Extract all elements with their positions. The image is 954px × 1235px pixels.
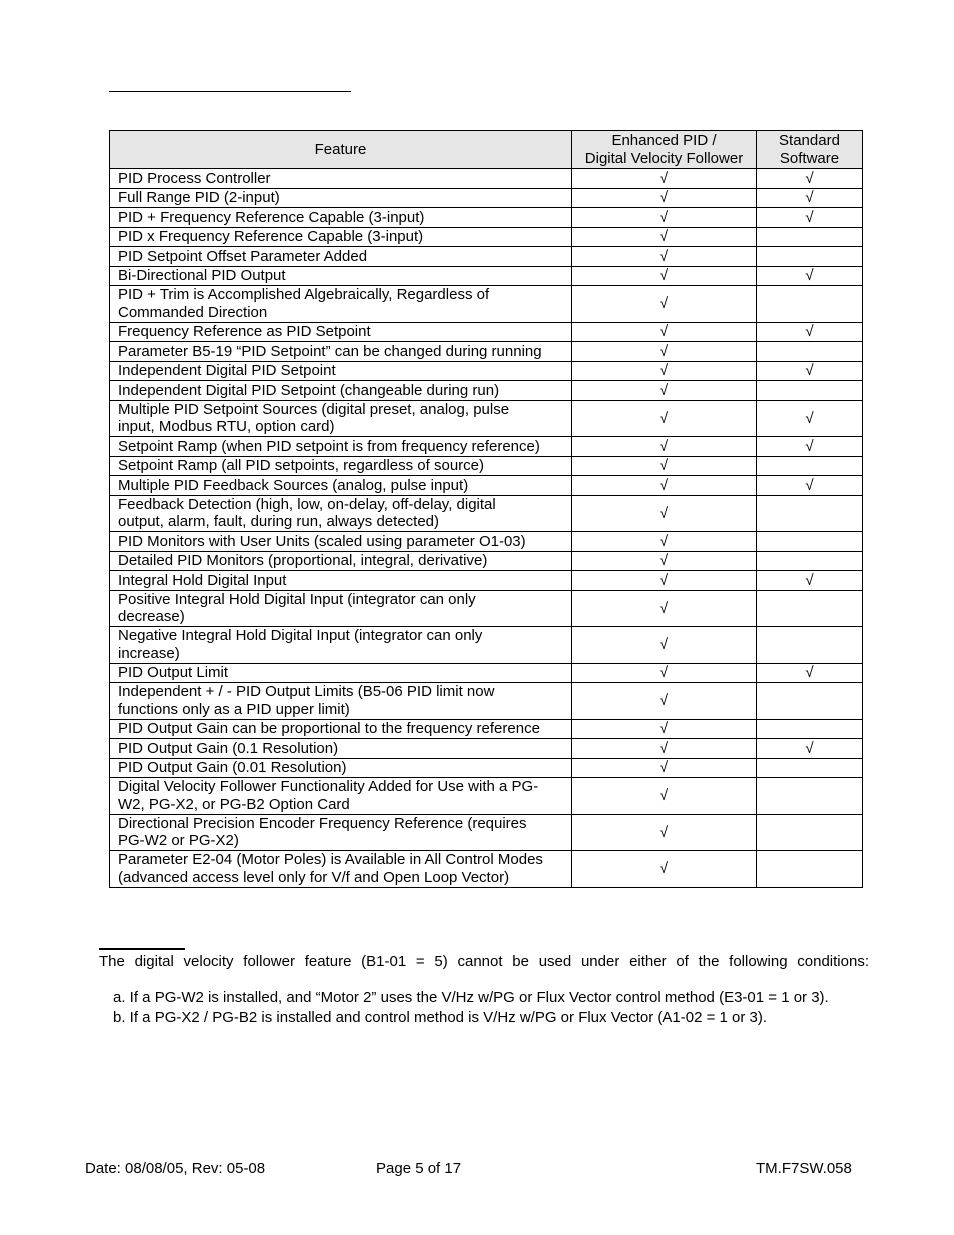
table-row xyxy=(110,551,863,571)
standard-check-cell xyxy=(757,495,863,532)
standard-check-cell xyxy=(757,286,863,323)
standard-check-cell xyxy=(757,719,863,739)
feature-text-line: Commanded Direction xyxy=(118,303,268,321)
check-mark-icon: √ xyxy=(659,323,669,340)
note-underline xyxy=(99,948,185,950)
enhanced-check-cell xyxy=(572,456,757,476)
table-row xyxy=(110,590,863,627)
standard-check-cell xyxy=(757,188,863,208)
feature-text-line: Independent Digital PID Setpoint xyxy=(118,362,336,379)
feature-cell xyxy=(110,266,572,286)
feature-cell xyxy=(110,532,572,552)
feature-text-line: PID Output Limit xyxy=(118,664,229,681)
standard-check-cell xyxy=(757,456,863,476)
feature-text-line: Multiple PID Setpoint Sources (digital preset, analog, pulse xyxy=(118,400,510,418)
enhanced-check-cell xyxy=(572,286,757,323)
standard-check-cell xyxy=(757,437,863,457)
check-mark-icon: √ xyxy=(659,552,669,569)
standard-check-cell xyxy=(757,627,863,664)
feature-text-line: increase) xyxy=(118,644,180,662)
feature-cell xyxy=(110,208,572,228)
feature-text-line: Setpoint Ramp (when PID setpoint is from frequency reference) xyxy=(118,437,540,455)
check-mark-icon: √ xyxy=(659,437,669,455)
feature-cell xyxy=(110,476,572,496)
feature-text-line: Parameter B5-19 “PID Setpoint” can be changed during running xyxy=(118,342,542,360)
check-mark-icon: √ xyxy=(659,247,669,265)
table-row xyxy=(110,851,863,888)
standard-check-cell xyxy=(757,590,863,627)
enhanced-check-cell xyxy=(572,322,757,342)
feature-cell xyxy=(110,169,572,189)
standard-check-cell xyxy=(757,739,863,759)
feature-text-line: Integral Hold Digital Input xyxy=(118,571,287,589)
standard-check-cell xyxy=(757,532,863,552)
feature-text-line: PID + Frequency Reference Capable (3-input) xyxy=(118,208,425,226)
enhanced-check-cell xyxy=(572,739,757,759)
header-enhanced-line-1: Enhanced PID / xyxy=(611,132,717,149)
check-mark-icon: √ xyxy=(805,664,814,681)
condition-a: a. If a PG-W2 is installed, and “Motor 2” uses the V/Hz w/PG or Flux Vector control method (E3-01 = 1 or 3). xyxy=(113,989,829,1006)
check-mark-icon: √ xyxy=(805,362,814,379)
feature-text-line: Frequency Reference as PID Setpoint xyxy=(118,323,371,340)
check-mark-icon: √ xyxy=(805,208,814,226)
check-mark-icon: √ xyxy=(659,692,669,709)
check-mark-icon: √ xyxy=(659,476,669,494)
feature-cell xyxy=(110,719,572,739)
feature-cell xyxy=(110,590,572,627)
standard-check-cell xyxy=(757,361,863,381)
enhanced-check-cell xyxy=(572,663,757,683)
enhanced-check-cell xyxy=(572,590,757,627)
feature-cell xyxy=(110,286,572,323)
standard-check-cell xyxy=(757,814,863,851)
check-mark-icon: √ xyxy=(659,409,669,427)
table-row xyxy=(110,266,863,286)
check-mark-icon: √ xyxy=(659,457,669,474)
feature-text-line: PG-W2 or PG-X2) xyxy=(118,832,239,850)
enhanced-check-cell xyxy=(572,758,757,778)
table-row xyxy=(110,188,863,208)
check-mark-icon: √ xyxy=(805,189,814,206)
table-row xyxy=(110,495,863,532)
table-row xyxy=(110,286,863,323)
check-mark-icon: √ xyxy=(659,599,669,617)
enhanced-check-cell xyxy=(572,437,757,457)
check-mark-icon: √ xyxy=(659,189,669,206)
feature-cell xyxy=(110,627,572,664)
table-row xyxy=(110,571,863,591)
check-mark-icon: √ xyxy=(805,267,814,284)
header-standard-line-1: Standard xyxy=(779,132,840,149)
footer-doc-id: TM.F7SW.058 xyxy=(756,1160,852,1177)
feature-text-line: input, Modbus RTU, option card) xyxy=(118,418,335,436)
check-mark-icon: √ xyxy=(805,169,814,187)
enhanced-check-cell xyxy=(572,342,757,362)
check-mark-icon: √ xyxy=(659,787,669,804)
feature-text-line: PID Output Gain can be proportional to the frequency reference xyxy=(118,720,540,737)
feature-text-line: Multiple PID Feedback Sources (analog, pulse input) xyxy=(118,476,469,494)
table-row xyxy=(110,719,863,739)
feature-cell xyxy=(110,851,572,888)
standard-check-cell xyxy=(757,851,863,888)
check-mark-icon: √ xyxy=(659,532,669,550)
check-mark-icon: √ xyxy=(659,228,669,245)
table-body xyxy=(110,169,863,888)
footer-date-rev: Date: 08/08/05, Rev: 05-08 xyxy=(85,1160,266,1177)
table-row xyxy=(110,381,863,401)
standard-check-cell xyxy=(757,247,863,267)
feature-cell xyxy=(110,322,572,342)
check-mark-icon: √ xyxy=(805,571,814,589)
check-mark-icon: √ xyxy=(659,295,669,312)
header-enhanced-line-2: Digital Velocity Follower xyxy=(584,149,744,167)
standard-check-cell xyxy=(757,683,863,720)
feature-text-line: Bi-Directional PID Output xyxy=(118,267,286,284)
table-row xyxy=(110,361,863,381)
footer-page-number: Page 5 of 17 xyxy=(376,1160,462,1177)
feature-text-line: Parameter E2-04 (Motor Poles) is Available in All Control Modes xyxy=(118,851,543,869)
feature-cell xyxy=(110,814,572,851)
heading-underline xyxy=(109,91,351,92)
standard-check-cell xyxy=(757,778,863,815)
feature-text-line: Detailed PID Monitors (proportional, integral, derivative) xyxy=(118,552,488,569)
check-mark-icon: √ xyxy=(659,636,669,653)
table-row xyxy=(110,739,863,759)
enhanced-check-cell xyxy=(572,361,757,381)
feature-cell xyxy=(110,683,572,720)
table-row xyxy=(110,456,863,476)
enhanced-check-cell xyxy=(572,683,757,720)
standard-check-cell xyxy=(757,400,863,437)
enhanced-check-cell xyxy=(572,247,757,267)
standard-check-cell xyxy=(757,208,863,228)
table-row xyxy=(110,778,863,815)
check-mark-icon: √ xyxy=(659,664,669,681)
standard-check-cell xyxy=(757,551,863,571)
check-mark-icon: √ xyxy=(805,437,814,455)
enhanced-check-cell xyxy=(572,476,757,496)
table-row xyxy=(110,247,863,267)
table-row xyxy=(110,476,863,496)
standard-check-cell xyxy=(757,476,863,496)
check-mark-icon: √ xyxy=(659,208,669,226)
feature-text-line: PID Monitors with User Units (scaled using parameter O1-03) xyxy=(118,532,526,550)
table-row xyxy=(110,342,863,362)
header-enhanced xyxy=(572,131,757,169)
feature-cell xyxy=(110,758,572,778)
feature-cell xyxy=(110,342,572,362)
check-mark-icon: √ xyxy=(659,362,669,379)
check-mark-icon: √ xyxy=(659,823,669,841)
feature-cell xyxy=(110,739,572,759)
feature-cell xyxy=(110,400,572,437)
feature-text-line: (advanced access level only for V/f and Open Loop Vector) xyxy=(118,868,510,886)
check-mark-icon: √ xyxy=(659,860,669,877)
feature-cell xyxy=(110,551,572,571)
feature-cell xyxy=(110,778,572,815)
note-text: The digital velocity follower feature (B1-01 = 5) cannot be used under either of the following conditions: xyxy=(99,953,869,970)
standard-check-cell xyxy=(757,571,863,591)
standard-check-cell xyxy=(757,663,863,683)
feature-text-line: PID Output Gain (0.01 Resolution) xyxy=(118,759,347,776)
feature-cell xyxy=(110,437,572,457)
feature-text-line: PID Process Controller xyxy=(118,169,271,187)
feature-cell xyxy=(110,227,572,247)
enhanced-check-cell xyxy=(572,778,757,815)
feature-text-line: W2, PG-X2, or PG-B2 Option Card xyxy=(118,795,350,813)
table-row xyxy=(110,437,863,457)
feature-comparison-table xyxy=(109,130,863,888)
feature-text-line: Positive Integral Hold Digital Input (integrator can only xyxy=(118,590,476,608)
feature-text-line: decrease) xyxy=(118,608,185,626)
enhanced-check-cell xyxy=(572,571,757,591)
enhanced-check-cell xyxy=(572,227,757,247)
feature-text-line: PID x Frequency Reference Capable (3-input) xyxy=(118,228,424,245)
feature-cell xyxy=(110,361,572,381)
feature-text-line: Feedback Detection (high, low, on-delay, off-delay, digital xyxy=(118,495,496,513)
feature-cell xyxy=(110,188,572,208)
feature-cell xyxy=(110,247,572,267)
enhanced-check-cell xyxy=(572,208,757,228)
feature-cell xyxy=(110,495,572,532)
standard-check-cell xyxy=(757,381,863,401)
standard-check-cell xyxy=(757,169,863,189)
enhanced-check-cell xyxy=(572,188,757,208)
feature-cell xyxy=(110,571,572,591)
condition-b: b. If a PG-X2 / PG-B2 is installed and control method is V/Hz w/PG or Flux Vector (A1-02 = 1 or 3). xyxy=(113,1009,768,1026)
check-mark-icon: √ xyxy=(659,342,669,360)
standard-check-cell xyxy=(757,266,863,286)
header-standard-line-2: Software xyxy=(779,149,840,167)
check-mark-icon: √ xyxy=(805,323,814,340)
feature-cell xyxy=(110,456,572,476)
enhanced-check-cell xyxy=(572,381,757,401)
feature-text-line: output, alarm, fault, during run, always detected) xyxy=(118,513,440,531)
header-feature: Feature xyxy=(110,131,572,169)
feature-text-line: PID + Trim is Accomplished Algebraically, Regardless of xyxy=(118,286,490,304)
table-row xyxy=(110,169,863,189)
feature-cell xyxy=(110,381,572,401)
enhanced-check-cell xyxy=(572,719,757,739)
table-row xyxy=(110,227,863,247)
check-mark-icon: √ xyxy=(659,504,669,522)
table-row xyxy=(110,758,863,778)
feature-text-line: Digital Velocity Follower Functionality Added for Use with a PG- xyxy=(118,778,539,796)
feature-text-line: Independent Digital PID Setpoint (changeable during run) xyxy=(118,381,500,399)
enhanced-check-cell xyxy=(572,551,757,571)
check-mark-icon: √ xyxy=(659,759,669,776)
feature-text-line: Setpoint Ramp (all PID setpoints, regardless of source) xyxy=(118,457,484,474)
feature-text-line: Negative Integral Hold Digital Input (integrator can only xyxy=(118,627,483,645)
table-header-row xyxy=(110,131,863,169)
check-mark-icon: √ xyxy=(805,739,814,757)
feature-text-line: functions only as a PID upper limit) xyxy=(118,700,350,718)
table-row xyxy=(110,532,863,552)
standard-check-cell xyxy=(757,227,863,247)
standard-check-cell xyxy=(757,758,863,778)
check-mark-icon: √ xyxy=(805,476,814,494)
standard-check-cell xyxy=(757,342,863,362)
enhanced-check-cell xyxy=(572,266,757,286)
table-row xyxy=(110,663,863,683)
feature-text-line: Independent + / - PID Output Limits (B5-06 PID limit now xyxy=(118,683,495,701)
check-mark-icon: √ xyxy=(659,739,669,757)
enhanced-check-cell xyxy=(572,400,757,437)
check-mark-icon: √ xyxy=(659,381,669,399)
header-standard xyxy=(757,131,863,169)
check-mark-icon: √ xyxy=(659,571,669,589)
feature-text-line: Directional Precision Encoder Frequency Reference (requires xyxy=(118,814,527,832)
check-mark-icon: √ xyxy=(659,267,669,284)
table-row xyxy=(110,683,863,720)
standard-check-cell xyxy=(757,322,863,342)
check-mark-icon: √ xyxy=(659,720,669,737)
table-row xyxy=(110,400,863,437)
feature-text-line: PID Output Gain (0.1 Resolution) xyxy=(118,739,339,757)
enhanced-check-cell xyxy=(572,532,757,552)
enhanced-check-cell xyxy=(572,495,757,532)
table-row xyxy=(110,627,863,664)
enhanced-check-cell xyxy=(572,851,757,888)
enhanced-check-cell xyxy=(572,814,757,851)
table-row xyxy=(110,814,863,851)
feature-cell xyxy=(110,663,572,683)
table-row xyxy=(110,322,863,342)
table-row xyxy=(110,208,863,228)
check-mark-icon: √ xyxy=(805,409,814,427)
enhanced-check-cell xyxy=(572,169,757,189)
check-mark-icon: √ xyxy=(659,169,669,187)
enhanced-check-cell xyxy=(572,627,757,664)
feature-text-line: Full Range PID (2-input) xyxy=(118,189,280,206)
feature-text-line: PID Setpoint Offset Parameter Added xyxy=(118,247,368,265)
